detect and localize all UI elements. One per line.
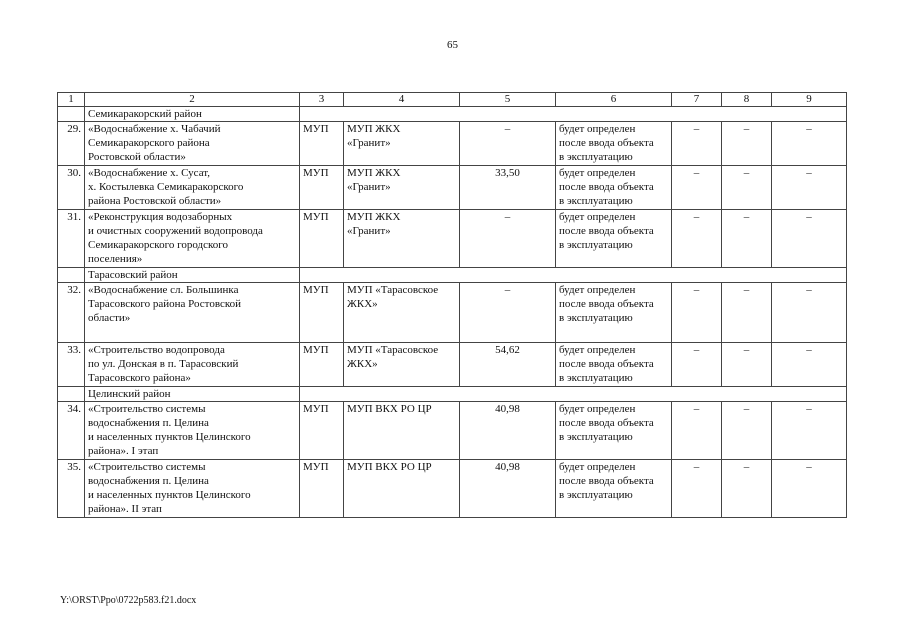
col7-cell: –	[672, 343, 722, 387]
col8-cell: –	[722, 460, 772, 518]
header-cell-7: 7	[672, 93, 722, 107]
header-cell-3: 3	[300, 93, 344, 107]
value-cell: –	[460, 283, 556, 343]
col7-cell: –	[672, 460, 722, 518]
col7-cell: –	[672, 402, 722, 460]
table-row	[58, 343, 847, 387]
section-empty-cell	[300, 268, 847, 283]
col7-cell: –	[672, 122, 722, 166]
col9-cell: –	[772, 283, 847, 343]
project-title: «Строительство системы водоснабжения п. Целина и населенных пунктов Целинского района». II этап	[85, 460, 300, 518]
section-num-cell	[58, 268, 85, 283]
row-number: 31.	[58, 210, 85, 268]
col8-cell: –	[722, 122, 772, 166]
note-cell: будет определен после ввода объекта в эксплуатацию	[556, 210, 672, 268]
value-cell: 33,50	[460, 166, 556, 210]
section-empty-cell	[300, 387, 847, 402]
operator-cell: МУП ВКХ РО ЦР	[344, 460, 460, 518]
section-name: Тарасовский район	[85, 268, 300, 283]
value-cell: 54,62	[460, 343, 556, 387]
owner-cell: МУП	[300, 402, 344, 460]
row-number: 34.	[58, 402, 85, 460]
header-row	[58, 93, 847, 107]
owner-cell: МУП	[300, 166, 344, 210]
row-number: 35.	[58, 460, 85, 518]
owner-cell: МУП	[300, 460, 344, 518]
value-cell: –	[460, 122, 556, 166]
operator-cell: МУП ЖКХ «Гранит»	[344, 122, 460, 166]
table-row	[58, 122, 847, 166]
project-title: «Водоснабжение х. Чабачий Семикаракорского района Ростовской области»	[85, 122, 300, 166]
header-cell-1: 1	[58, 93, 85, 107]
operator-cell: МУП ВКХ РО ЦР	[344, 402, 460, 460]
value-cell: –	[460, 210, 556, 268]
note-cell: будет определен после ввода объекта в эксплуатацию	[556, 402, 672, 460]
header-cell-2: 2	[85, 93, 300, 107]
section-name: Целинский район	[85, 387, 300, 402]
section-num-cell	[58, 107, 85, 122]
table-row	[58, 210, 847, 268]
project-title: «Водоснабжение х. Сусат, х. Костылевка Семикаракорского района Ростовской области»	[85, 166, 300, 210]
operator-cell: МУП ЖКХ «Гранит»	[344, 166, 460, 210]
row-number: 29.	[58, 122, 85, 166]
owner-cell: МУП	[300, 283, 344, 343]
table-row	[58, 166, 847, 210]
owner-cell: МУП	[300, 343, 344, 387]
col8-cell: –	[722, 210, 772, 268]
row-number: 32.	[58, 283, 85, 343]
row-number: 33.	[58, 343, 85, 387]
header-cell-8: 8	[722, 93, 772, 107]
table-row	[58, 460, 847, 518]
owner-cell: МУП	[300, 122, 344, 166]
col8-cell: –	[722, 283, 772, 343]
col9-cell: –	[772, 166, 847, 210]
section-num-cell	[58, 387, 85, 402]
col9-cell: –	[772, 343, 847, 387]
section-empty-cell	[300, 107, 847, 122]
col7-cell: –	[672, 283, 722, 343]
page-number: 65	[447, 39, 458, 51]
table-row	[58, 402, 847, 460]
col7-cell: –	[672, 166, 722, 210]
operator-cell: МУП «Тарасовское ЖКХ»	[344, 343, 460, 387]
section-row	[58, 387, 847, 402]
col9-cell: –	[772, 460, 847, 518]
owner-cell: МУП	[300, 210, 344, 268]
header-cell-9: 9	[772, 93, 847, 107]
note-cell: будет определен после ввода объекта в эксплуатацию	[556, 166, 672, 210]
section-row	[58, 268, 847, 283]
operator-cell: МУП «Тарасовское ЖКХ»	[344, 283, 460, 343]
value-cell: 40,98	[460, 402, 556, 460]
header-cell-5: 5	[460, 93, 556, 107]
table-row	[58, 283, 847, 343]
project-title: «Водоснабжение сл. Большинка Тарасовского района Ростовской области»	[85, 283, 300, 343]
note-cell: будет определен после ввода объекта в эксплуатацию	[556, 460, 672, 518]
project-title: «Строительство системы водоснабжения п. Целина и населенных пунктов Целинского района». I этап	[85, 402, 300, 460]
file-path-footer: Y:\ORST\Ppo\0722p583.f21.docx	[60, 595, 197, 606]
section-row	[58, 107, 847, 122]
section-name: Семикаракорский район	[85, 107, 300, 122]
projects-table	[57, 92, 847, 518]
row-number: 30.	[58, 166, 85, 210]
col8-cell: –	[722, 166, 772, 210]
note-cell: будет определен после ввода объекта в эксплуатацию	[556, 283, 672, 343]
value-cell: 40,98	[460, 460, 556, 518]
note-cell: будет определен после ввода объекта в эксплуатацию	[556, 343, 672, 387]
header-cell-4: 4	[344, 93, 460, 107]
header-cell-6: 6	[556, 93, 672, 107]
col9-cell: –	[772, 210, 847, 268]
col8-cell: –	[722, 343, 772, 387]
col9-cell: –	[772, 402, 847, 460]
col8-cell: –	[722, 402, 772, 460]
operator-cell: МУП ЖКХ «Гранит»	[344, 210, 460, 268]
project-title: «Строительство водопровода по ул. Донская в п. Тарасовский Тарасовского района»	[85, 343, 300, 387]
project-title: «Реконструкция водозаборных и очистных сооружений водопровода Семикаракорского городского поселения»	[85, 210, 300, 268]
note-cell: будет определен после ввода объекта в эксплуатацию	[556, 122, 672, 166]
col7-cell: –	[672, 210, 722, 268]
col9-cell: –	[772, 122, 847, 166]
